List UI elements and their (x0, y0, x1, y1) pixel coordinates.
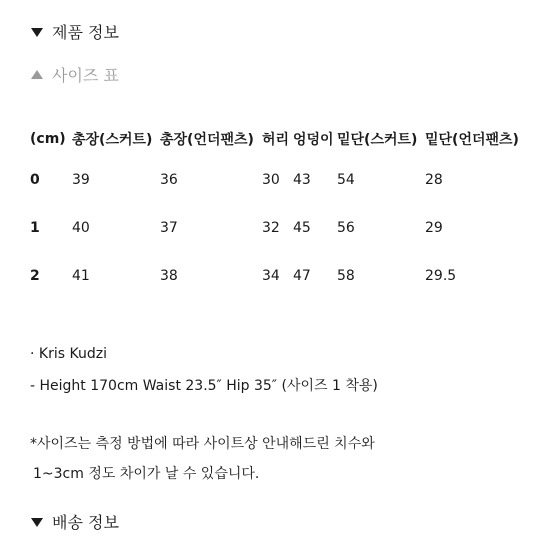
size-label: 1 (30, 220, 40, 236)
header-hip: 엉덩이 (293, 132, 334, 148)
table-cell: 39 (72, 172, 90, 188)
model-name: · Kris Kudzi (30, 346, 107, 362)
table-cell: 47 (293, 268, 311, 284)
table-cell: 54 (337, 172, 355, 188)
header-skirt-hem: 밑단(스커트) (337, 132, 418, 148)
table-row (30, 156, 535, 204)
table-cell: 34 (262, 268, 280, 284)
table-cell: 41 (72, 268, 90, 284)
size-table-header-row (30, 122, 535, 156)
size-note-line-2: 1~3cm 정도 차이가 날 수 있습니다. (33, 466, 260, 482)
header-waist: 허리 (262, 132, 290, 148)
table-cell: 43 (293, 172, 311, 188)
header-underpants-length: 총장(언더팬츠) (160, 132, 254, 148)
table-cell: 29 (425, 220, 443, 236)
section-size-chart-label: 사이즈 표 (52, 66, 119, 85)
table-cell: 56 (337, 220, 355, 236)
section-product-info[interactable] (30, 20, 119, 43)
triangle-up-icon (30, 68, 44, 82)
table-cell: 38 (160, 268, 178, 284)
table-cell: 36 (160, 172, 178, 188)
header-skirt-length: 총장(스커트) (72, 132, 153, 148)
header-unit: (cm) (30, 131, 66, 147)
triangle-down-icon (30, 515, 44, 529)
table-cell: 58 (337, 268, 355, 284)
size-label: 2 (30, 268, 40, 284)
size-note-line-1: *사이즈는 측정 방법에 따라 사이트상 안내해드린 치수와 (30, 436, 375, 452)
triangle-down-icon (30, 25, 44, 39)
table-cell: 40 (72, 220, 90, 236)
table-row (30, 204, 535, 252)
table-cell: 37 (160, 220, 178, 236)
table-row (30, 252, 535, 300)
size-table (30, 122, 535, 300)
size-label: 0 (30, 172, 40, 188)
table-cell: 28 (425, 172, 443, 188)
model-spec: - Height 170cm Waist 23.5″ Hip 35″ (사이즈 1 착용) (30, 378, 378, 394)
section-size-chart[interactable] (30, 63, 119, 86)
header-underpants-hem: 밑단(언더팬츠) (425, 132, 519, 148)
table-cell: 32 (262, 220, 280, 236)
section-delivery-info-label: 배송 정보 (52, 513, 119, 532)
table-cell: 30 (262, 172, 280, 188)
table-cell: 45 (293, 220, 311, 236)
table-cell: 29.5 (425, 268, 457, 284)
section-product-info-label: 제품 정보 (52, 23, 119, 42)
section-delivery-info[interactable] (30, 510, 119, 533)
